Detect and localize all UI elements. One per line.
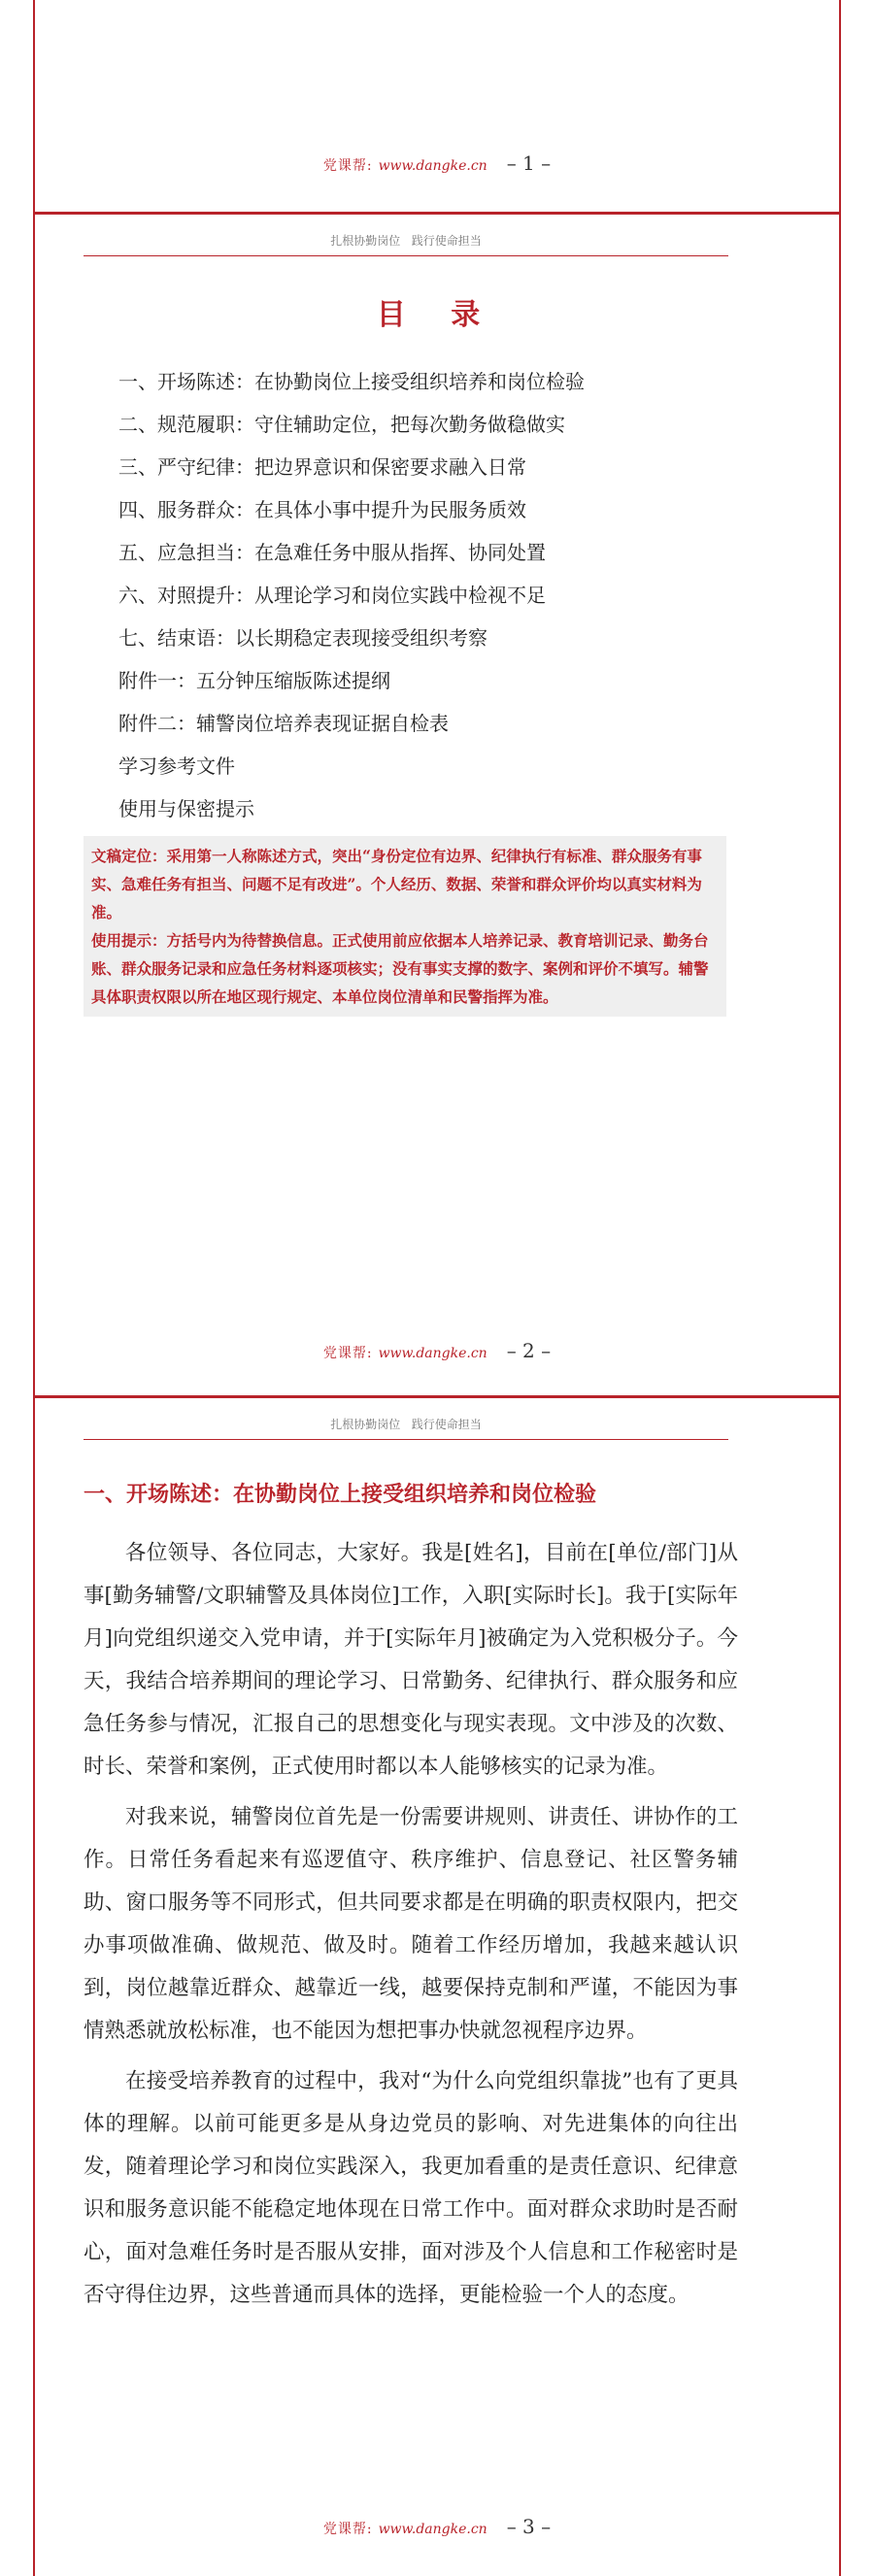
- footer-url[interactable]: www.dangke.cn: [378, 1346, 487, 1361]
- page-footer: [35, 151, 839, 175]
- page-number: – 2 –: [506, 1339, 552, 1362]
- toc-item[interactable]: 六、对照提升：从理论学习和岗位实践中检视不足: [118, 584, 546, 607]
- running-header: 扎根协勤岗位 践行使命担当: [84, 232, 728, 256]
- section-body: [84, 1532, 738, 2325]
- note-positioning: 文稿定位：采用第一人称陈述方式，突出“身份定位有边界、纪律执行有标准、群众服务有事实、急难任务有担当、问题不足有改进”。个人经历、数据、荣誉和群众评价均以真实材料为准。: [91, 847, 702, 921]
- toc-item[interactable]: 附件一：五分钟压缩版陈述提纲: [118, 669, 390, 692]
- toc-list: [118, 360, 779, 830]
- page-number: – 1 –: [506, 151, 552, 175]
- page-footer: [35, 2515, 839, 2538]
- footer-brand: 党课帮:: [322, 158, 373, 174]
- toc-item[interactable]: 附件二：辅警岗位培养表现证据自检表: [118, 712, 449, 735]
- footer-url[interactable]: www.dangke.cn: [378, 2522, 487, 2537]
- footer-brand: 党课帮:: [322, 1346, 373, 1361]
- note-usage: 使用提示：方括号内为待替换信息。正式使用前应依据本人培养记录、教育培训记录、勤务台账、群众服务记录和应急任务材料逐项核实；没有事实支撑的数字、案例和评价不填写。辅警具体职责权限以所在地区现行规定、本单位岗位清单和民警指挥为准。: [91, 931, 709, 1006]
- body-paragraph: 对我来说，辅警岗位首先是一份需要讲规则、讲责任、讲协作的工作。日常任务看起来有巡逻值守、秩序维护、信息登记、社区警务辅助、窗口服务等不同形式，但共同要求都是在明确的职责权限内，把交办事项做准确、做规范、做及时。随着工作经历增加，我越来越认识到，岗位越靠近群众、越靠近一线，越要保持克制和严谨，不能因为事情熟悉就放松标准，也不能因为想把事办快就忽视程序边界。: [84, 1805, 738, 2043]
- toc-item[interactable]: 四、服务群众：在具体小事中提升为民服务质效: [118, 498, 526, 521]
- running-header: 扎根协勤岗位 践行使命担当: [84, 1416, 728, 1440]
- page-3: [33, 1398, 841, 2576]
- page-2: [33, 215, 841, 1395]
- body-paragraph: 各位领导、各位同志，大家好。我是[姓名]，目前在[单位/部门]从事[勤务辅警/文职辅警及具体岗位]工作，入职[实际时长]。我于[实际年月]向党组织递交入党申请，并于[实际年月]被确定为入党积极分子。今天，我结合培养期间的理论学习、日常勤务、纪律执行、群众服务和应急任务参与情况，汇报自己的思想变化与现实表现。文中涉及的次数、时长、荣誉和案例，正式使用时都以本人能够核实的记录为准。: [84, 1541, 738, 1779]
- section-title: 一、开场陈述：在协勤岗位上接受组织培养和岗位检验: [84, 1482, 597, 1507]
- toc-item[interactable]: 使用与保密提示: [118, 797, 254, 820]
- toc-item[interactable]: 三、严守纪律：把边界意识和保密要求融入日常: [118, 455, 526, 479]
- page-number: – 3 –: [506, 2515, 552, 2538]
- toc-item[interactable]: 二、规范履职：守住辅助定位，把每次勤务做稳做实: [118, 413, 565, 436]
- toc-item[interactable]: 七、结束语：以长期稳定表现接受组织考察: [118, 626, 487, 650]
- toc-item[interactable]: 五、应急担当：在急难任务中服从指挥、协同处置: [118, 541, 546, 564]
- usage-note-box: [84, 836, 726, 1017]
- page-1: [33, 0, 841, 212]
- body-paragraph: 在接受培养教育的过程中，我对“为什么向党组织靠拢”也有了更具体的理解。以前可能更多是从身边党员的影响、对先进集体的向往出发，随着理论学习和岗位实践深入，我更加看重的是责任意识、纪律意识和服务意识能不能稳定地体现在日常工作中。面对群众求助时是否耐心，面对急难任务时是否服从安排，面对涉及个人信息和工作秘密时是否守得住边界，这些普通而具体的选择，更能检验一个人的态度。: [84, 2069, 738, 2307]
- page-footer: [35, 1339, 839, 1362]
- footer-url[interactable]: www.dangke.cn: [378, 158, 487, 174]
- toc-title: 目 录: [376, 298, 498, 332]
- toc-item[interactable]: 一、开场陈述：在协勤岗位上接受组织培养和岗位检验: [118, 370, 585, 393]
- footer-brand: 党课帮:: [322, 2522, 373, 2537]
- toc-item[interactable]: 学习参考文件: [118, 754, 235, 778]
